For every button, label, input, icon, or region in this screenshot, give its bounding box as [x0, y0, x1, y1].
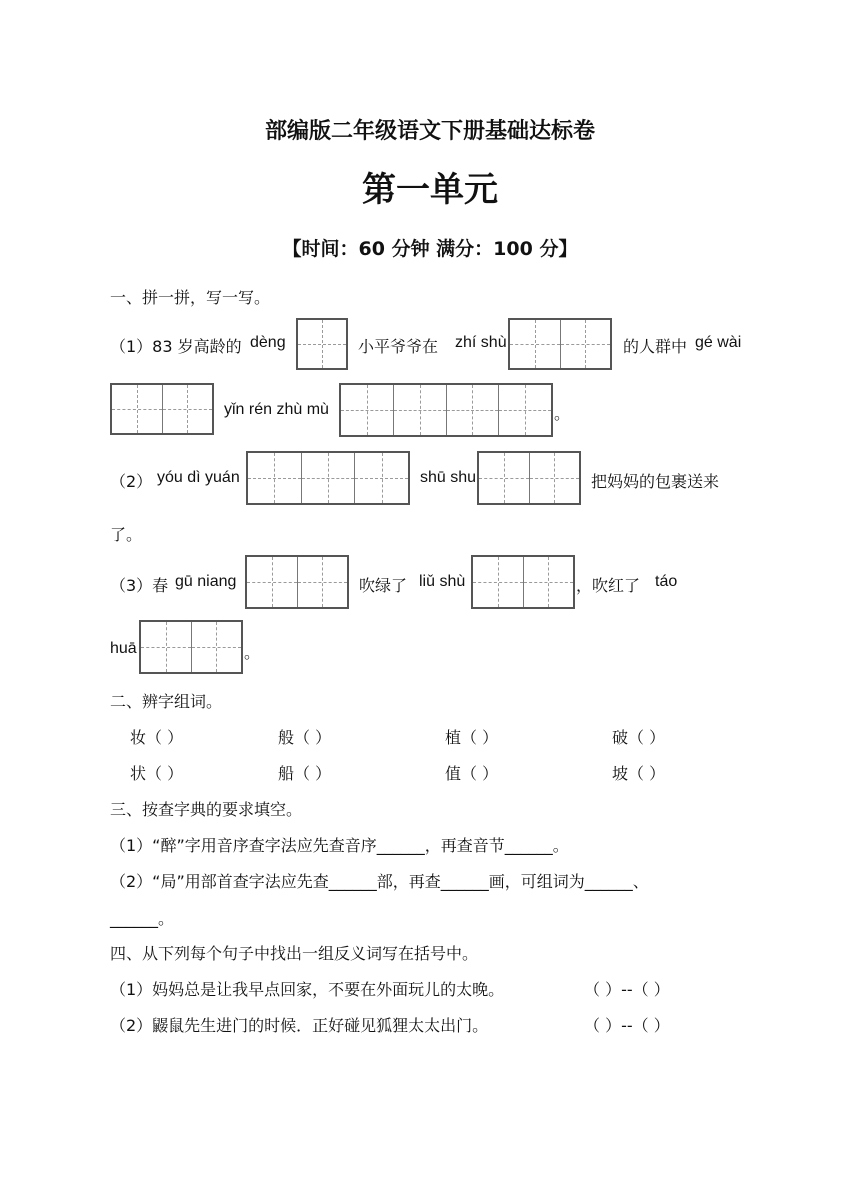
- q2-pinyin-youdiyuan: yóu dì yuán: [157, 469, 240, 486]
- q1-text-1: 小平爷爷在: [358, 337, 439, 356]
- q1-pinyin-deng: dèng: [250, 334, 286, 351]
- q3-pinyin-guniang: gū niang: [175, 573, 237, 590]
- q1-text-2: 的人群中: [623, 337, 688, 356]
- section4-q1: （1）妈妈总是让我早点回家，不要在外面玩儿的太晚。: [110, 980, 505, 999]
- tianzige-deng[interactable]: [296, 318, 348, 370]
- tianzige-taohua[interactable]: [139, 620, 243, 674]
- word-pair-item[interactable]: 状（ ）: [130, 764, 184, 783]
- section3-q2-cont[interactable]: ______。: [110, 909, 175, 928]
- paper-title: 部编版二年级语文下册基础达标卷: [264, 119, 595, 144]
- q3-pinyin-liushu: liǔ shù: [419, 573, 466, 590]
- section4-heading: 四、从下列每个句子中找出一组反义词写在括号中。: [110, 944, 479, 963]
- q2-text-1: 把妈妈的包裹送来: [591, 472, 720, 491]
- word-pair-item[interactable]: 植（ ）: [445, 728, 499, 747]
- time-info: 【时间：60 分钟 满分：100 分】: [282, 238, 578, 260]
- antonym-blank[interactable]: （ ）--（ ）: [584, 1016, 670, 1035]
- q2-number: （2）: [110, 472, 153, 491]
- word-pair-item[interactable]: 值（ ）: [445, 764, 499, 783]
- word-pair-item[interactable]: 船（ ）: [278, 764, 332, 783]
- q2-text-2: 了。: [110, 525, 143, 544]
- tianzige-gewai[interactable]: [110, 383, 214, 435]
- q2-pinyin-shushu: shū shu: [420, 469, 477, 486]
- word-pair-item[interactable]: 妆（ ）: [130, 728, 184, 747]
- word-pair-item[interactable]: 坡（ ）: [612, 764, 666, 783]
- word-pair-item[interactable]: 般（ ）: [278, 728, 332, 747]
- section4-q2: （2）鼹鼠先生进门的时候．正好碰见狐狸太太出门。: [110, 1016, 489, 1035]
- q1-number: （1）83 岁高龄的: [110, 337, 242, 356]
- q3-number: （3）春: [110, 576, 169, 595]
- q1-pinyin-yinrenzhumu: yǐn rén zhù mù: [224, 401, 329, 418]
- q3-pinyin-tao: táo: [655, 573, 678, 590]
- tianzige-zhishu[interactable]: [508, 318, 612, 370]
- q3-pinyin-hua: huā: [110, 640, 137, 657]
- q1-pinyin-zhishu: zhí shù: [455, 334, 507, 351]
- section3-q1[interactable]: （1）“醉”字用音序查字法应先查音序______，再查音节______。: [110, 836, 569, 855]
- section1-heading: 一、拼一拼，写一写。: [110, 288, 271, 307]
- unit-title: 第一单元: [362, 170, 498, 210]
- tianzige-liushu[interactable]: [471, 555, 575, 609]
- word-pair-item[interactable]: 破（ ）: [612, 728, 666, 747]
- q3-end: 。: [244, 643, 261, 662]
- section3-heading: 三、按查字典的要求填空。: [110, 800, 303, 819]
- q3-text-2: ，吹红了: [576, 576, 641, 595]
- section2-heading: 二、辨字组词。: [110, 692, 223, 711]
- tianzige-shushu[interactable]: [477, 451, 581, 505]
- q1-pinyin-gewai: gé wài: [695, 334, 742, 351]
- tianzige-yinrenzhumu[interactable]: [339, 383, 553, 437]
- tianzige-guniang[interactable]: [245, 555, 349, 609]
- antonym-blank[interactable]: （ ）--（ ）: [584, 980, 670, 999]
- tianzige-youdiyuan[interactable]: [246, 451, 410, 505]
- q3-text-1: 吹绿了: [359, 576, 408, 595]
- q1-end: 。: [554, 404, 571, 423]
- section3-q2[interactable]: （2）“局”用部首查字法应先查______部，再查______画，可组词为______、: [110, 872, 649, 891]
